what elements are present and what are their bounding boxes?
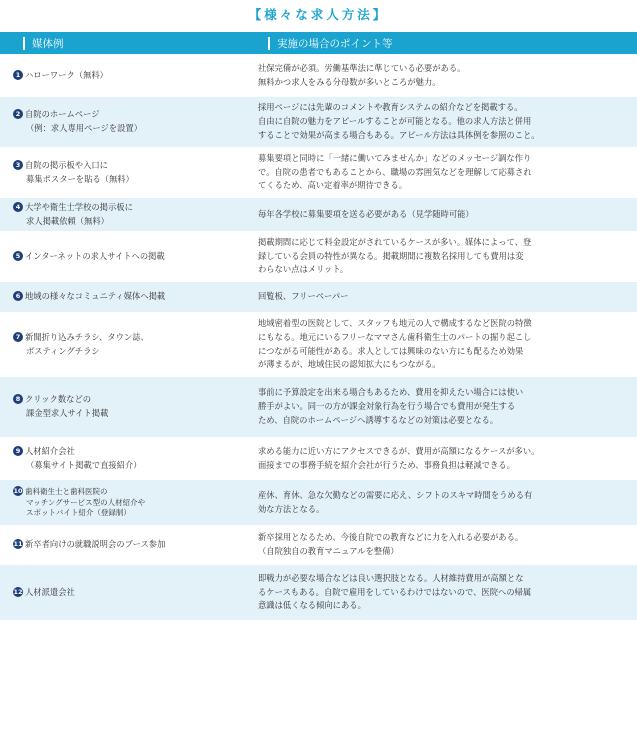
media-label: 新卒者向けの就職説明会のブース参加 xyxy=(25,539,166,550)
point-line: 無料かつ求人をみる分母数が多いところが魅力。 xyxy=(258,76,441,87)
media-cell xyxy=(0,159,246,186)
points-cell xyxy=(246,489,637,516)
table-body xyxy=(0,54,637,620)
point-line: で。自院の患者でもあることから、職場の雰囲気などを理解して応募され xyxy=(258,166,532,177)
media-label: マッチングサービス型の人材紹介や xyxy=(26,497,146,507)
point-line: 求める能力に近い方にアクセスできるが、費用が高額になるケースが多い。 xyxy=(258,445,540,456)
media-label: 大学や衛生士学校の掲示板に xyxy=(25,201,133,212)
table-row xyxy=(0,525,637,565)
point-line: てくるため、高い定着率が期待できる。 xyxy=(258,180,408,191)
media-label: ポスティングチラシ xyxy=(26,345,100,356)
points-cell xyxy=(246,386,637,427)
media-label: クリック数などの xyxy=(25,394,92,405)
points-cell xyxy=(246,445,637,472)
media-label: スポットバイト紹介（登録制） xyxy=(26,508,131,518)
point-line: ため、自院のホームページへ誘導するなどの対策は必要となる。 xyxy=(258,414,499,425)
points-cell xyxy=(246,62,637,89)
point-line: 事前に予算設定を出来る場合もあるため、費用を抑えたい場合には使い xyxy=(258,387,524,398)
media-cell xyxy=(0,393,246,420)
number-badge: 2 xyxy=(13,109,23,119)
point-line: るケースもある。自院で雇用をしているわけではないので、医院への帰属 xyxy=(258,586,532,597)
points-cell xyxy=(246,236,637,277)
point-line: 採用ページには先輩のコメントや教育システムの紹介などを掲載する。 xyxy=(258,102,523,113)
media-cell xyxy=(0,445,246,472)
number-badge: 11 xyxy=(13,540,23,549)
points-cell xyxy=(246,152,637,193)
media-cell xyxy=(0,108,246,135)
points-cell xyxy=(246,208,637,222)
media-label: 新聞折り込みチラシ、タウン誌、 xyxy=(25,331,149,342)
media-label: 課金型求人サイト掲載 xyxy=(26,408,109,418)
point-line: （自院独自の教育マニュアルを整備） xyxy=(258,546,399,556)
table-row xyxy=(0,282,637,312)
media-cell xyxy=(0,250,246,264)
media-label: 求人掲載依頼（無料） xyxy=(26,215,109,226)
media-label: （例：求人専用ページを設置） xyxy=(26,123,142,133)
points-cell xyxy=(246,317,637,372)
point-line: 面接までの事務手続を紹介会社が行うため、事務負担は軽減できる。 xyxy=(258,459,515,470)
media-cell xyxy=(0,538,246,552)
point-line: 産休、育休、急な欠勤などの需要に応え、シフトのスキマ時間をうめる有 xyxy=(258,489,533,500)
media-cell xyxy=(0,486,246,519)
point-line: 即戦力が必要な場合などは良い選択肢となる。人材維持費用が高額とな xyxy=(258,572,524,583)
media-label: 自院の掲示板や入口に xyxy=(25,159,108,170)
media-label: （募集サイト掲載で直接紹介） xyxy=(26,459,142,470)
number-badge: 6 xyxy=(13,291,23,301)
point-line: わらない点はメリット。 xyxy=(258,264,349,275)
point-line: 意識は低くなる傾向にある。 xyxy=(258,600,366,611)
point-line: 募集要項と同時に「一緒に働いてみませんか」などのメッセージ調な作り xyxy=(258,152,532,163)
point-line: することで効果が高まる場合もある。アピール方法は具体例を参照のこと。 xyxy=(258,129,540,140)
table-row xyxy=(0,97,637,147)
point-line: 効な方法となる。 xyxy=(258,503,325,514)
table-row xyxy=(0,480,637,525)
table-row xyxy=(0,231,637,282)
table-row xyxy=(0,198,637,231)
media-cell xyxy=(0,586,246,600)
table-row xyxy=(0,147,637,198)
number-badge: 3 xyxy=(13,160,23,170)
point-line: 自由に自院の魅力をアピールすることが可能となる。他の求人方法と併用 xyxy=(258,116,532,127)
table-row xyxy=(0,565,637,620)
media-label: 人材派遣会社 xyxy=(25,586,75,597)
page-title: 【様々な求人方法】 xyxy=(248,7,389,22)
media-cell xyxy=(0,201,246,228)
media-label: ハローワーク（無料） xyxy=(25,69,108,80)
media-cell xyxy=(0,331,246,358)
table-header xyxy=(0,32,637,54)
point-line: 録している会員の特性が異なる。掲載期間に複数名採用しても費用は変 xyxy=(258,250,524,261)
points-cell xyxy=(246,290,637,304)
table-row xyxy=(0,54,637,97)
number-badge: 5 xyxy=(13,251,23,261)
media-label: インターネットの求人サイトへの掲載 xyxy=(25,250,165,261)
number-badge: 8 xyxy=(13,394,23,404)
point-line: が薄まるが、地域住民の認知拡大にもつながる。 xyxy=(258,359,441,370)
table-row xyxy=(0,377,637,437)
number-badge: 12 xyxy=(13,587,23,596)
media-label: 自院のホームページ xyxy=(25,109,100,120)
number-badge: 7 xyxy=(13,332,23,342)
table-row xyxy=(0,437,637,480)
media-cell xyxy=(0,69,246,83)
point-line: につながる可能性がある。求人としては興味のない方にも配るため効果 xyxy=(258,345,524,356)
point-line: 回覧板、フリーペーパー xyxy=(258,291,349,302)
table-row xyxy=(0,312,637,377)
media-cell xyxy=(0,290,246,304)
point-line: 社保完備が必須。労働基準法に準じている必要がある。 xyxy=(258,62,466,73)
number-badge: 4 xyxy=(13,202,23,212)
point-line: 毎年各学校に募集要項を送る必要がある（見学随時可能） xyxy=(258,208,474,219)
number-badge: 10 xyxy=(13,487,23,496)
point-line: にもなる。地元にいるフリーなママさん歯科衛生士のパートの掘り起こし xyxy=(258,331,532,342)
header-points: 実施の場合のポイント等 xyxy=(246,32,637,54)
points-cell xyxy=(246,101,637,142)
point-line: 新卒採用となるため、今後自院での教育などに力を入れる必要がある。 xyxy=(258,532,524,543)
point-line: 掲載期間に応じて料金設定がされているケースが多い。媒体によって、登 xyxy=(258,236,532,247)
media-label: 人材紹介会社 xyxy=(25,445,75,456)
media-label: 地域の様々なコミュニティ媒体へ掲載 xyxy=(25,291,166,302)
points-cell xyxy=(246,531,637,558)
point-line: 勝手がよい。同一の方が課金対象行為を行う場合でも費用が発生する xyxy=(258,401,516,412)
number-badge: 1 xyxy=(13,70,23,80)
media-label: 募集ポスターを貼る（無料） xyxy=(26,173,134,184)
points-cell xyxy=(246,572,637,613)
media-label: 歯科衛生士と歯科医院の xyxy=(25,487,108,497)
point-line: 地域密着型の医院として、スタッフも地元の人で構成するなど医院の特徴 xyxy=(258,318,532,329)
recruitment-methods-table xyxy=(0,32,637,620)
number-badge: 9 xyxy=(13,446,23,456)
header-media: 媒体例 xyxy=(0,32,246,54)
